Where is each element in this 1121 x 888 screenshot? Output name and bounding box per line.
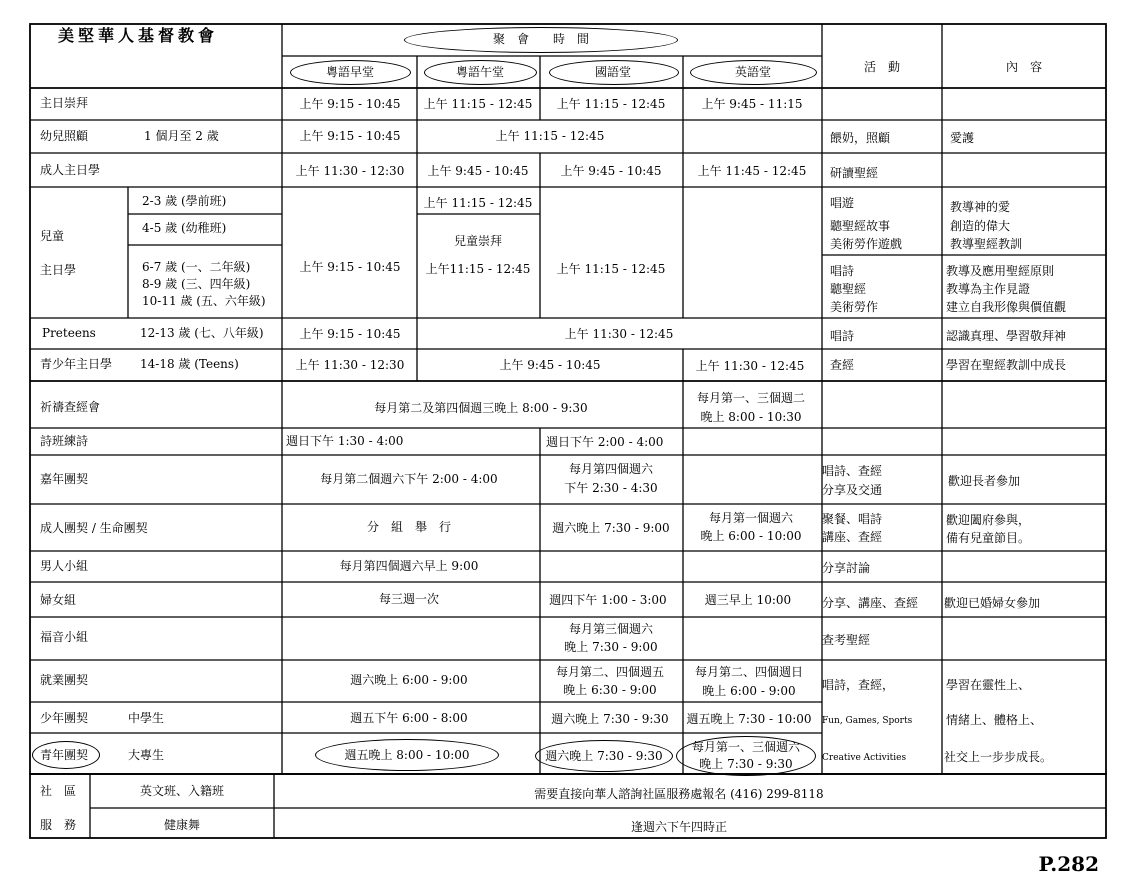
row-label-choir: 詩班練詩 — [40, 434, 89, 448]
cell: 每月第四個週六早上 9:00 — [339, 559, 479, 573]
cell: 上午 9:45 - 10:45 — [499, 358, 601, 372]
cell: 週五晚上 8:00 - 10:00 — [344, 748, 470, 762]
cell: 晚上 8:00 - 10:30 — [700, 410, 802, 424]
content-cell: 教導為主作見證 — [946, 282, 1031, 296]
row-label-gospel: 福音小組 — [40, 630, 89, 644]
cell: 週六晚上 7:30 - 9:00 — [552, 521, 670, 535]
activity-cell: Fun, Games, Sports — [822, 716, 913, 726]
activity-cell: 分享及交通 — [822, 483, 883, 497]
row-label-preteens: Preteens — [42, 326, 96, 340]
content-cell: 歡迎闔府參與， — [946, 513, 1031, 527]
cell: 每月第一個週六 — [708, 511, 794, 525]
cell: 上午 11:30 - 12:45 — [695, 359, 805, 373]
activity-cell: 查經 — [830, 358, 855, 372]
activity-cell: 美術勞作遊戲 — [830, 237, 903, 251]
content-cell: 歡迎已婚婦女參加 — [944, 596, 1041, 610]
activity-cell: 聚餐、唱詩 — [822, 512, 883, 526]
content-cell: 學習在靈性上、 — [946, 678, 1031, 692]
service-header-1: 粵語早堂 — [325, 65, 375, 79]
cell: 兒童崇拜 — [453, 234, 503, 248]
community-note-2: 逢週六下午四時正 — [630, 820, 728, 834]
cell: 晚上 6:30 - 9:00 — [563, 683, 657, 697]
content-cell: 認識真理、學習敬拜神 — [946, 329, 1067, 343]
page-number: P.282 — [1038, 852, 1099, 876]
row-sublabel: 8-9 歲 (三、四年級) — [142, 277, 251, 291]
cell: 上午 11:15 - 12:45 — [495, 129, 605, 143]
content-cell: 歡迎長者參加 — [948, 474, 1021, 488]
row-label-adult-fellowship: 成人團契 / 生命團契 — [40, 521, 148, 535]
activity-cell: 唱遊 — [830, 196, 855, 210]
row-label-career: 就業團契 — [40, 673, 89, 687]
cell: 週三早上 10:00 — [704, 593, 792, 607]
row-label-jiaye: 嘉年團契 — [40, 472, 89, 486]
activity-cell: 查考聖經 — [822, 633, 871, 647]
row-sublabel: 10-11 歲 (五、六年級) — [142, 294, 266, 308]
cell: 上午 11:15 - 12:45 — [423, 97, 533, 111]
activity-cell: 聽聖經 — [830, 282, 867, 296]
community-label-2: 服 務 — [40, 818, 77, 832]
cell: 每月第二、四個週五 — [555, 665, 665, 679]
activity-cell: 美術勞作 — [830, 300, 879, 314]
content-cell: 教導神的愛 — [950, 200, 1011, 214]
content-cell: 情緒上、體格上、 — [946, 713, 1043, 727]
row-label-young-adults: 青年團契 — [40, 748, 89, 762]
row-label-women: 婦女組 — [40, 593, 77, 607]
row-sublabel: 中學生 — [128, 711, 165, 725]
activity-cell: 講座、查經 — [822, 530, 883, 544]
row-label-children-2: 主日學 — [40, 263, 77, 277]
cell: 上午 9:15 - 10:45 — [299, 260, 401, 274]
cell: 每月第一、三個週六 — [691, 740, 801, 754]
cell: 週六晚上 7:30 - 9:30 — [551, 712, 669, 726]
cell: 晚上 7:30 - 9:30 — [699, 757, 793, 771]
activity-cell: 唱詩，查經， — [822, 678, 895, 692]
row-sublabel: 2-3 歲 (學前班) — [142, 194, 227, 208]
cell: 週五下午 6:00 - 8:00 — [350, 711, 468, 725]
content-cell: 教導及應用聖經原則 — [946, 264, 1055, 278]
cell: 上午 9:15 - 10:45 — [299, 327, 401, 341]
cell: 上午 9:45 - 10:45 — [427, 164, 529, 178]
community-label-1: 社 區 — [40, 784, 77, 798]
content-cell: 愛護 — [950, 131, 975, 145]
cell: 週四下午 1:00 - 3:00 — [549, 593, 667, 607]
cell: 每月第四個週六 — [568, 462, 654, 476]
row-label-children: 兒童 — [40, 229, 65, 243]
cell: 上午 9:45 - 11:15 — [701, 97, 803, 111]
row-sublabel: 大專生 — [128, 748, 165, 762]
cell: 上午 11:30 - 12:30 — [295, 164, 405, 178]
cell: 週六晚上 6:00 - 9:00 — [350, 673, 468, 687]
content-cell: 創造的偉大 — [950, 219, 1011, 233]
cell: 週六晚上 7:30 - 9:30 — [545, 749, 663, 763]
cell: 每三週一次 — [378, 592, 440, 606]
service-header-3: 國語堂 — [594, 65, 632, 79]
cell: 上午 9:45 - 10:45 — [560, 164, 662, 178]
cell: 上午 9:15 - 10:45 — [299, 97, 401, 111]
row-label-youth: 少年團契 — [40, 711, 89, 725]
activity-cell: 聽聖經故事 — [830, 219, 891, 233]
community-note-1: 需要直接向華人諮詢社區服務處報名 (416) 299-8118 — [534, 787, 824, 801]
row-label-worship: 主日崇拜 — [40, 96, 89, 110]
cell: 每月第一、三個週二 — [696, 391, 806, 405]
cell: 每月第三個週六 — [568, 622, 654, 636]
cell: 上午 9:15 - 10:45 — [299, 129, 401, 143]
cell: 分 組 舉 行 — [366, 520, 452, 534]
row-label-prayer: 祈禱查經會 — [40, 400, 101, 414]
cell: 晚上 6:00 - 9:00 — [702, 684, 796, 698]
activity-cell: 餵奶，照顧 — [830, 131, 891, 145]
cell: 上午 11:30 - 12:30 — [295, 358, 405, 372]
activity-cell: 唱詩 — [830, 264, 855, 278]
time-group-header: 聚 會 時 間 — [492, 32, 590, 46]
row-sublabel: 14-18 歲 (Teens) — [140, 357, 239, 371]
cell: 上午 11:15 - 12:45 — [556, 97, 666, 111]
service-header-2: 粵語午堂 — [455, 65, 505, 79]
cell: 晚上 7:30 - 9:00 — [564, 640, 658, 654]
row-sublabel: 12-13 歲 (七、八年級) — [140, 326, 264, 340]
community-item-2: 健康舞 — [163, 818, 201, 832]
cell: 上午 11:15 - 12:45 — [423, 196, 533, 210]
content-header: 內 容 — [1005, 60, 1043, 74]
cell: 下午 2:30 - 4:30 — [564, 481, 658, 495]
activity-cell: 分享討論 — [822, 561, 871, 575]
cell: 週日下午 2:00 - 4:00 — [546, 435, 664, 449]
cell: 每月第二個週六下午 2:00 - 4:00 — [320, 472, 498, 486]
org-title: 美堅華人基督教會 — [58, 26, 219, 45]
cell: 每月第二、四個週日 — [694, 665, 804, 679]
row-sublabel: 1 個月至 2 歲 — [144, 129, 219, 143]
activity-cell: 唱詩 — [830, 329, 855, 343]
community-item-1: 英文班、入籍班 — [139, 784, 225, 798]
cell: 上午 11:15 - 12:45 — [556, 262, 666, 276]
activity-cell: 唱詩、查經 — [822, 464, 883, 478]
row-sublabel: 6-7 歲 (一、二年級) — [142, 260, 251, 274]
row-label-teens: 青少年主日學 — [40, 357, 113, 371]
cell: 週日下午 1:30 - 4:00 — [286, 434, 404, 448]
activity-cell: 分享、講座、查經 — [822, 596, 919, 610]
content-cell: 建立自我形像與價值觀 — [946, 300, 1067, 314]
activity-cell: Creative Activities — [822, 753, 907, 763]
content-cell: 教導聖經教訓 — [950, 237, 1023, 251]
activity-cell: 研讀聖經 — [830, 166, 879, 180]
cell: 晚上 6:00 - 10:00 — [700, 529, 802, 543]
service-header-4: 英語堂 — [734, 65, 772, 79]
cell: 每月第二及第四個週三晚上 8:00 - 9:30 — [374, 401, 588, 415]
cell: 上午 11:45 - 12:45 — [697, 164, 807, 178]
row-label-adult-school: 成人主日學 — [40, 163, 101, 177]
activity-header: 活 動 — [863, 60, 901, 74]
cell: 週五晚上 7:30 - 10:00 — [686, 712, 812, 726]
row-label-men: 男人小組 — [40, 559, 89, 573]
content-cell: 備有兒童節目。 — [946, 531, 1031, 545]
row-sublabel: 4-5 歲 (幼稚班) — [142, 221, 227, 235]
content-cell: 學習在聖經教訓中成長 — [946, 358, 1067, 372]
row-label-nursery: 幼兒照顧 — [40, 129, 89, 143]
content-cell: 社交上一步步成長。 — [944, 750, 1053, 764]
cell: 上午11:15 - 12:45 — [425, 262, 531, 276]
cell: 上午 11:30 - 12:45 — [564, 327, 674, 341]
